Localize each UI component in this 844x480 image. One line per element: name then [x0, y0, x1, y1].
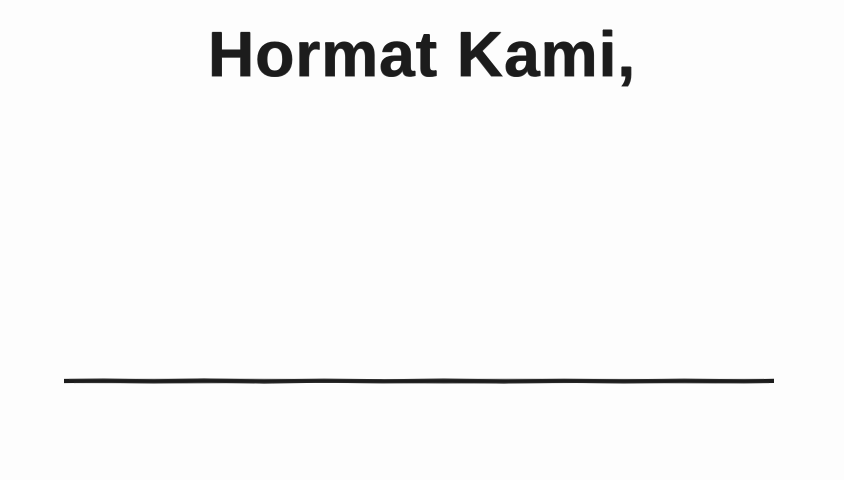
- signature-line-graphic: [64, 374, 774, 388]
- signature-space: [60, 110, 780, 360]
- signature-line: [64, 374, 774, 388]
- letter-closing: Hormat Kami,: [207, 18, 637, 90]
